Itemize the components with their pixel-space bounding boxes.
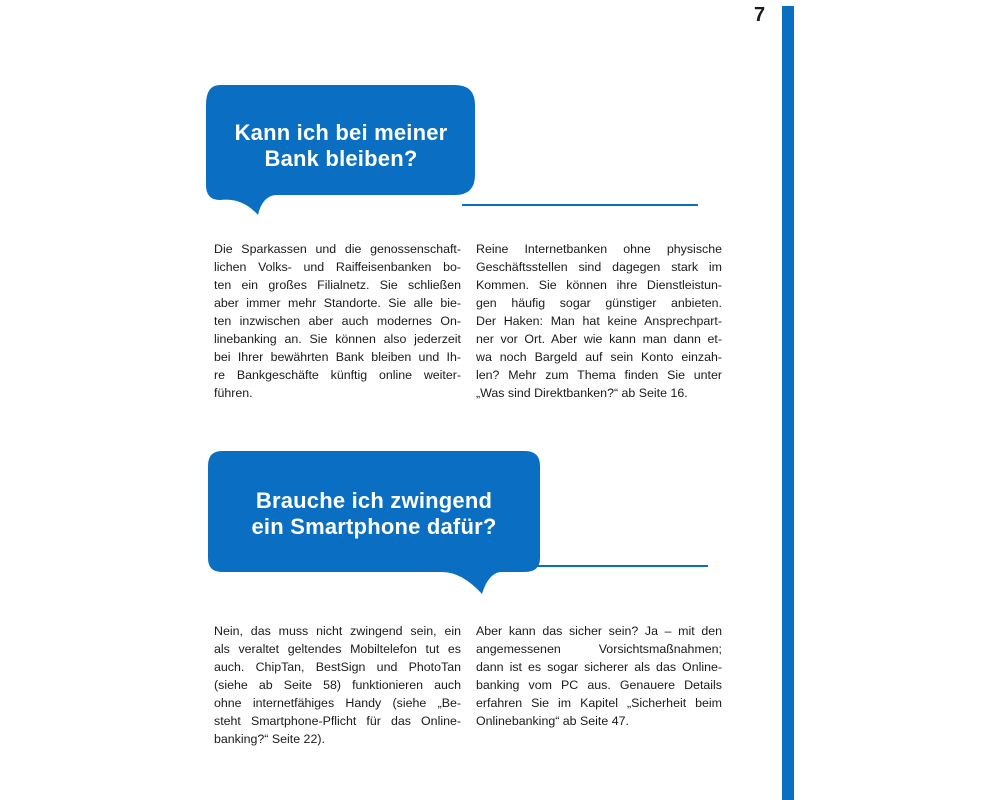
text-line: ohne internetfähiges Handy (siehe „Be-: [214, 696, 461, 710]
text-line: dann ist es sogar sicherer als das Online-: [476, 660, 722, 674]
section-1-title: [210, 120, 472, 172]
text-line: bei Ihrer bewährten Bank bleiben und Ih-: [214, 350, 461, 364]
text-line: steht Smartphone-Pflicht für das Online-: [214, 714, 461, 728]
text-line: wa noch Bargeld auf sein Konto einzah-: [476, 350, 722, 364]
text-line: (siehe ab Seite 58) funktionieren auch: [214, 678, 461, 692]
text-line: gen häufig sogar günstiger anbieten.: [476, 296, 722, 310]
text-line: ten inzwischen aber auch modernes On-: [214, 314, 461, 328]
text-line: ten ein großes Filialnetz. Sie schließen: [214, 278, 461, 292]
text-line: banking?“ Seite 22).: [214, 732, 325, 746]
section-2-left-column: [214, 622, 461, 748]
section-1-right-column: [476, 240, 722, 402]
text-line: Kommen. Sie können ihre Dienstleistun-: [476, 278, 722, 292]
text-line: führen.: [214, 386, 253, 400]
text-line: Geschäftsstellen sind dagegen stark im: [476, 260, 722, 274]
text-line: Die Sparkassen und die genossenschaft-: [214, 242, 461, 256]
section-1-left-column: [214, 240, 461, 402]
text-line: aber immer mehr Standorte. Sie alle bie-: [214, 296, 461, 310]
side-stripe: [782, 6, 794, 800]
text-line: banking vom PC aus. Genauere Details: [476, 678, 722, 692]
section-1-title-line-2: Bank bleiben?: [264, 146, 418, 171]
text-line: ner vor Ort. Aber wie kann man dann et-: [476, 332, 722, 346]
section-1-title-line-1: Kann ich bei meiner: [234, 120, 448, 145]
text-line: re Bankgeschäfte künftig online weiter-: [214, 368, 461, 382]
section-2-right-column: [476, 622, 722, 730]
section-2-title-line-1: Brauche ich zwingend: [255, 488, 493, 513]
text-line: linebanking an. Sie können also jederzeit: [214, 332, 461, 346]
text-line: angemessenen Vorsichtsmaßnahmen;: [476, 642, 722, 656]
text-line: „Was sind Direktbanken?“ ab Seite 16.: [476, 386, 688, 400]
text-line: Onlinebanking“ ab Seite 47.: [476, 714, 629, 728]
section-2-title-line-2: ein Smartphone dafür?: [251, 514, 497, 539]
text-line: Reine Internetbanken ohne physische: [476, 242, 722, 256]
text-line: lichen Volks- und Raiffeisenbanken bo-: [214, 260, 461, 274]
section-2-title: [210, 488, 538, 540]
text-line: Aber kann das sicher sein? Ja – mit den: [476, 624, 722, 638]
text-line: als veraltet geltendes Mobiltelefon tut es: [214, 642, 461, 656]
text-line: auch. ChipTan, BestSign und PhotoTan: [214, 660, 461, 674]
text-line: Nein, das muss nicht zwingend sein, ein: [214, 624, 461, 638]
text-line: Der Haken: Man hat keine Ansprechpart-: [476, 314, 722, 328]
text-line: len? Mehr zum Thema finden Sie unter: [476, 368, 722, 382]
text-line: erfahren Sie im Kapitel „Sicherheit beim: [476, 696, 722, 710]
page-number: 7: [754, 4, 766, 26]
